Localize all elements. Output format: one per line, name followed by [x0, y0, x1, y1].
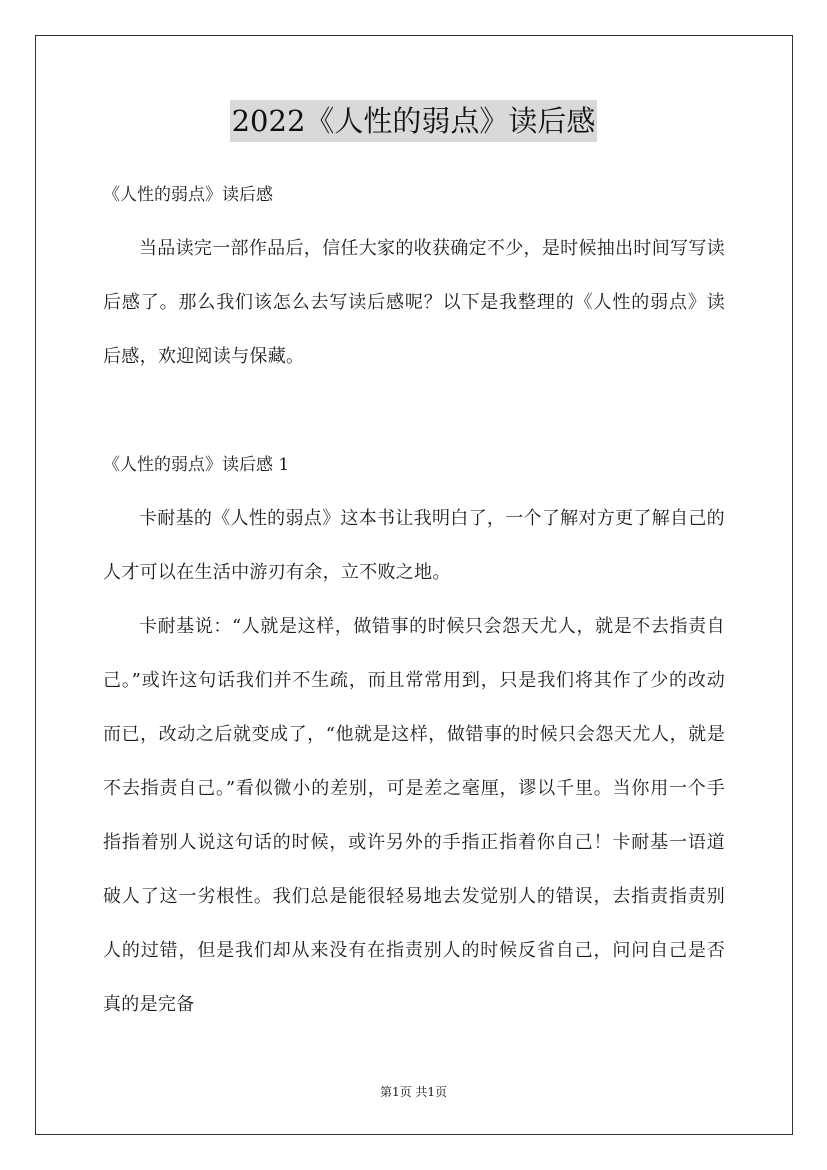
- intro-paragraph: 当品读完一部作品后，信任大家的收获确定不少，是时候抽出时间写写读后感了。那么我们该怎么去写读后感呢？以下是我整理的《人性的弱点》读后感，欢迎阅读与保藏。: [103, 238, 725, 367]
- body-paragraph-1: 卡耐基的《人性的弱点》这本书让我明白了，一个了解对方更了解自己的人才可以在生活中游刃有余，立不败之地。: [103, 508, 725, 583]
- body-paragraph-2: 卡耐基说：“人就是这样，做错事的时候只会怨天尤人，就是不去指责自己。”或许这句话我们并不生疏，而且常常用到，只是我们将其作了少的改动而已，改动之后就变成了，“他就是这样，做错事的时候只会怨天尤人，就是不去指责自己。”看似微小的差别，可是差之毫厘，谬以千里。当你用一个手指指着别人说这句话的时候，或许另外的手指正指着你自己！卡耐基一语道破人了这一劣根性。我们总是能很轻易地去发觉别人的错误，去指责指责别人的过错，但是我们却从来没有在指责别人的时候反省自己，问问自己是否真的是完备: [103, 616, 725, 1015]
- intro-heading: 《人性的弱点》读后感: [103, 185, 273, 205]
- section-heading-1: 《人性的弱点》读后感 1: [103, 455, 290, 475]
- document-body: [103, 168, 725, 1032]
- page-footer: 第1页 共1页: [379, 1085, 448, 1099]
- document-title: 2022《人性的弱点》读后感: [230, 100, 598, 142]
- paragraph-spacer: [103, 384, 725, 438]
- title-container: [0, 100, 827, 142]
